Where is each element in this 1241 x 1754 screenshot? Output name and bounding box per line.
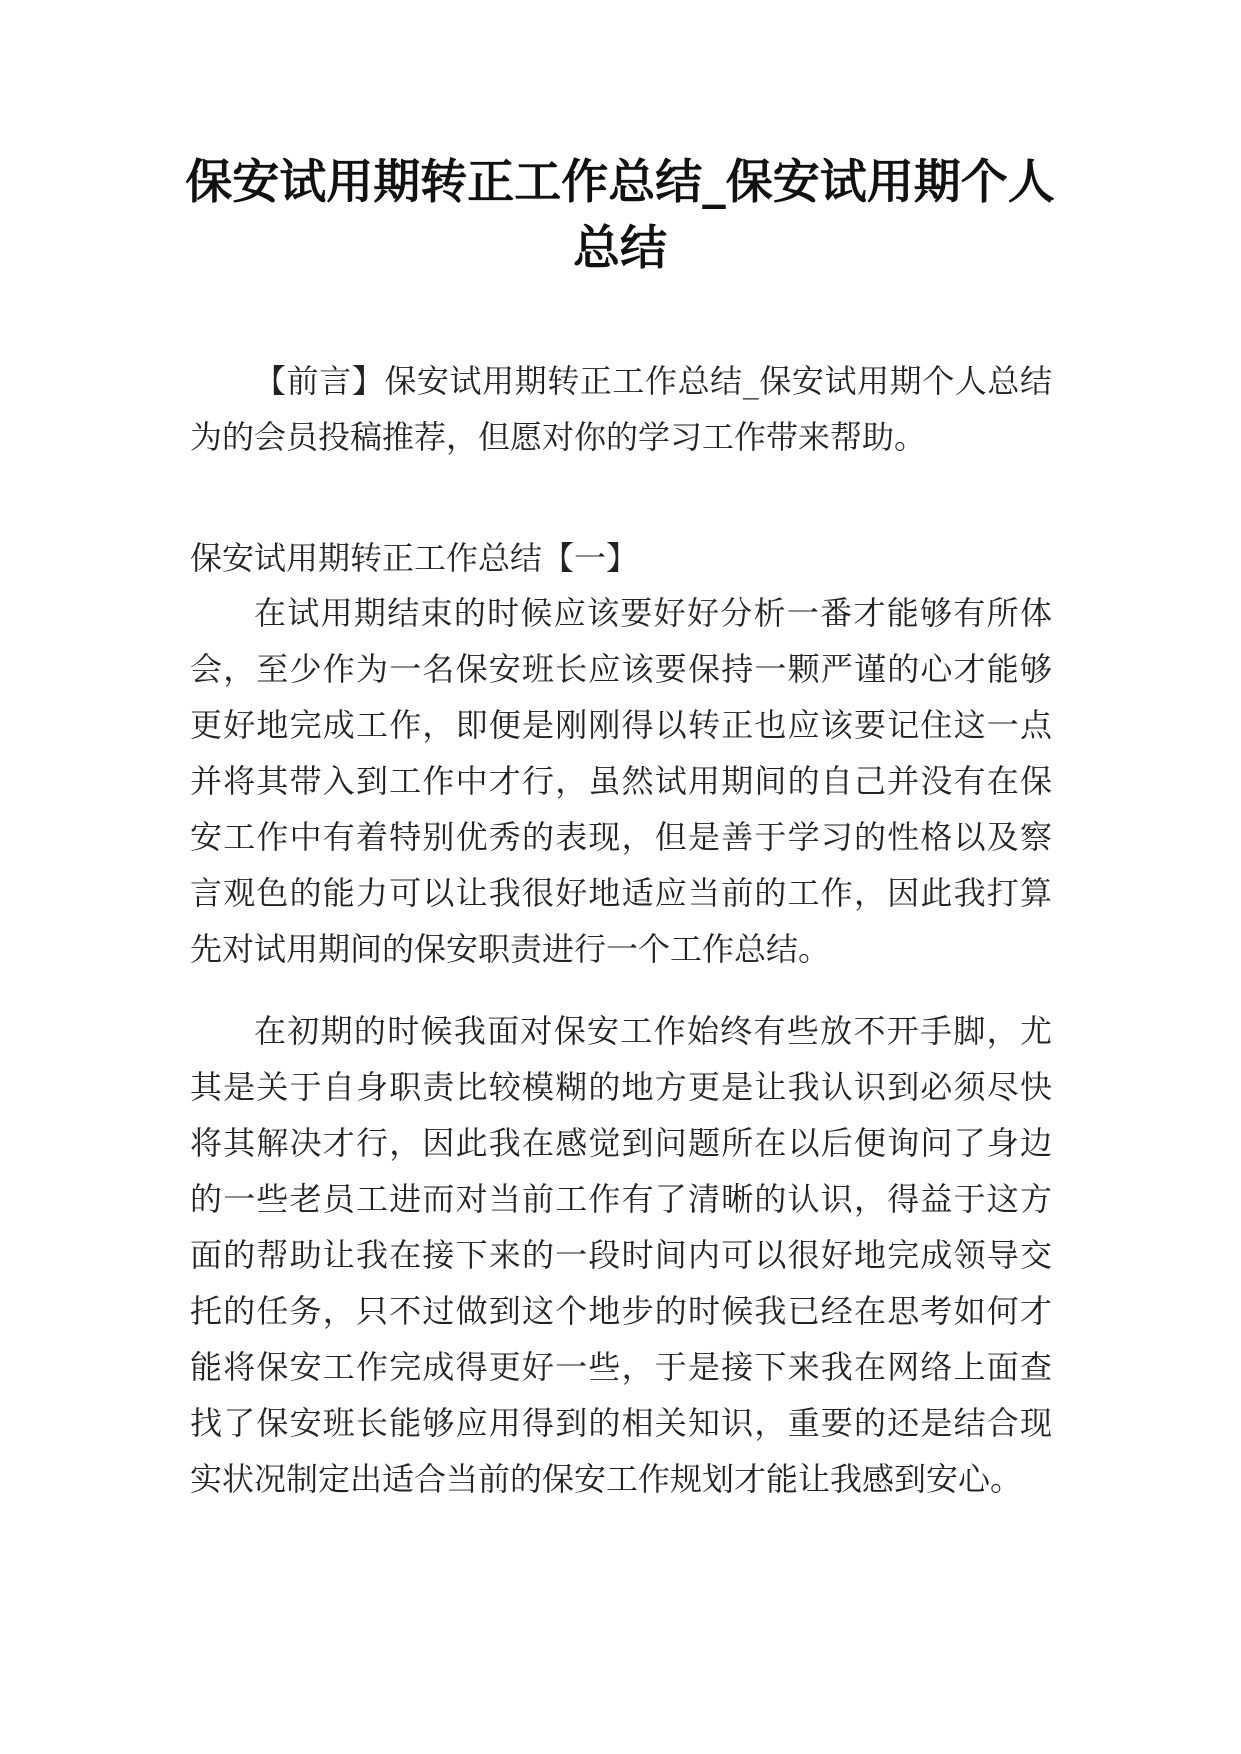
preface-paragraph: 【前言】保安试用期转正工作总结_保安试用期个人总结为的会员投稿推荐，但愿对你的学习工作带来帮助。 [190,362,1052,456]
document-title: 保安试用期转正工作总结_保安试用期个人总结 [185,155,1055,276]
body-paragraph-2: 在初期的时候我面对保安工作始终有些放不开手脚，尤其是关于自身职责比较模糊的地方更是让我认识到必须尽快将其解决才行，因此我在感觉到问题所在以后便询问了身边的一些老员工进而对当前工作有了清晰的认识，得益于这方面的帮助让我在接下来的一段时间内可以很好地完成领导交托的任务，只不过做到这个地步的时候我已经在思考如何才能将保安工作完成得更好一些，于是接下来我在网络上面查找了保安班长能够应用得到的相关知识，重要的还是结合现实状况制定出适合当前的保安工作规划才能让我感到安心。 [190,1012,1052,1498]
section-heading: 保安试用期转正工作总结【一】 [190,539,639,577]
body-paragraph-1: 在试用期结束的时候应该要好好分析一番才能够有所体会，至少作为一名保安班长应该要保持一颗严谨的心才能够更好地完成工作，即便是刚刚得以转正也应该要记住这一点并将其带入到工作中才行，虽然试用期间的自己并没有在保安工作中有着特别优秀的表现，但是善于学习的性格以及察言观色的能力可以让我很好地适应当前的工作，因此我打算先对试用期间的保安职责进行一个工作总结。 [190,594,1052,968]
